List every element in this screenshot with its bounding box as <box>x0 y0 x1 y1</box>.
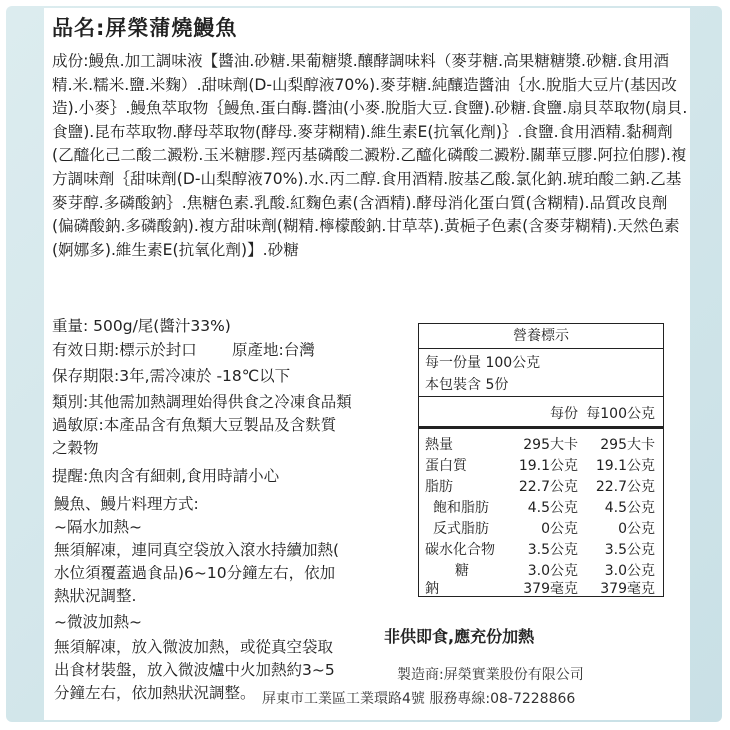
nutrition-row: 碳水化合物 3.5公克 3.5公克 <box>425 542 655 558</box>
microwave-method-title: ~微波加熱~ <box>54 613 142 631</box>
manufacturer: 製造商:屏榮實業股份有限公司 <box>397 667 584 683</box>
ingredients-text: 成份:鰻魚.加工調味液【醬油.砂糖.果葡糖漿.釀酵調味料（麥芽糖.高果糖糖漿.砂糖.食用酒精.米.糯米.鹽.米麴）.甜味劑(D-山梨醇液70%).麥芽糖.純釀造醬油｛水.脫脂大豆片(基因改造).小麥｝.鰻魚萃取物｛鰻魚.蛋白酶.醬油(小麥.脫脂大豆.食鹽).砂糖.食鹽.扇貝萃取物(扇貝.食鹽).昆布萃取物.酵母萃取物(酵母.麥芽糊精).維生素E(抗氧化劑)｝.食鹽.食用酒精.黏稠劑(乙醯化己二酸二澱粉.玉米糖膠.羥丙基磷酸二澱粉.乙醯化磷酸二澱粉.關華豆膠.阿拉伯膠).複方調味劑｛甜味劑(D-山梨醇液70%).水.丙二醇.食用酒精.胺基乙酸.氯化鈉.琥珀酸二鈉.乙基麥芽醇.多磷酸鈉｝.焦糖色素.乳酸.紅麴色素(含酒精).酵母消化蛋白質(含糊精).品質改良劑(偏磷酸鈉.多磷酸鈉).複方甜味劑(糊精.檸檬酸鈉.甘草萃).黃梔子色素(含麥芽糊精).天然色素(婀娜多).維生素E(抗氧化劑)】.砂糖 <box>52 52 688 259</box>
nutrition-title: 營養標示 <box>513 328 569 344</box>
weight-line: 重量: 500g/尾(醬汁33%) <box>52 317 231 335</box>
nutrition-row: 熱量 295大卡 295大卡 <box>425 437 655 453</box>
reminder-line: 提醒:魚肉含有細刺,食用時請小心 <box>52 467 280 485</box>
address-service-line: 屏東市工業區工業環路4號 服務專線:08-7228866 <box>262 691 576 707</box>
product-label <box>44 8 690 720</box>
per-serving-header: 每份 <box>550 406 578 422</box>
serving-size: 每一份量 100公克 <box>425 355 541 371</box>
nutrition-row: 蛋白質 19.1公克 19.1公克 <box>425 458 655 474</box>
cooking-heading: 鰻魚、鰻片料理方式: <box>54 495 199 513</box>
water-method-line-1: 無須解凍，連同真空袋放入滾水持續加熱( <box>54 541 340 559</box>
water-method-line-3: 熱狀況調整. <box>54 587 137 605</box>
allergen-line-2: 之穀物 <box>52 439 99 457</box>
microwave-method-line-1: 無須解凍，放入微波加熱，或從真空袋取 <box>54 638 334 656</box>
per-100g-header: 每100公克 <box>586 406 655 422</box>
origin-line: 原產地:台灣 <box>232 341 315 359</box>
servings-per-package: 本包裝含 5份 <box>425 377 509 393</box>
water-method-line-2: 水位須覆蓋過食品)6~10分鐘左右，依加 <box>54 564 336 582</box>
microwave-method-line-2: 出食材裝盤，放入微波爐中火加熱約3~5 <box>54 661 335 679</box>
heating-warning: 非供即食,應充份加熱 <box>384 627 535 646</box>
nutrition-row: 糖 3.0公克 3.0公克 <box>455 563 655 579</box>
nutrition-row: 飽和脂肪 4.5公克 4.5公克 <box>433 500 655 516</box>
product-title: 品名:屏榮蒲燒鰻魚 <box>52 16 238 40</box>
category-line: 類別:其他需加熱調理始得供食之冷凍食品類 <box>52 393 352 411</box>
nutrition-row: 反式脂肪 0公克 0公克 <box>433 521 655 537</box>
water-method-title: ~隔水加熱~ <box>54 518 142 536</box>
nutrition-row: 脂肪 22.7公克 22.7公克 <box>425 479 655 495</box>
nutrition-row: 鈉 379毫克 379毫克 <box>425 581 655 597</box>
expiry-line: 有效日期:標示於封口 <box>52 341 197 359</box>
nutrition-facts-table <box>418 323 664 597</box>
allergen-line-1: 過敏原:本產品含有魚類大豆製品及含麩質 <box>52 416 337 434</box>
shelf-life-line: 保存期限:3年,需冷凍於 -18℃以下 <box>52 367 291 385</box>
microwave-method-line-3: 分鐘左右，依加熱狀況調整。 <box>54 684 256 702</box>
